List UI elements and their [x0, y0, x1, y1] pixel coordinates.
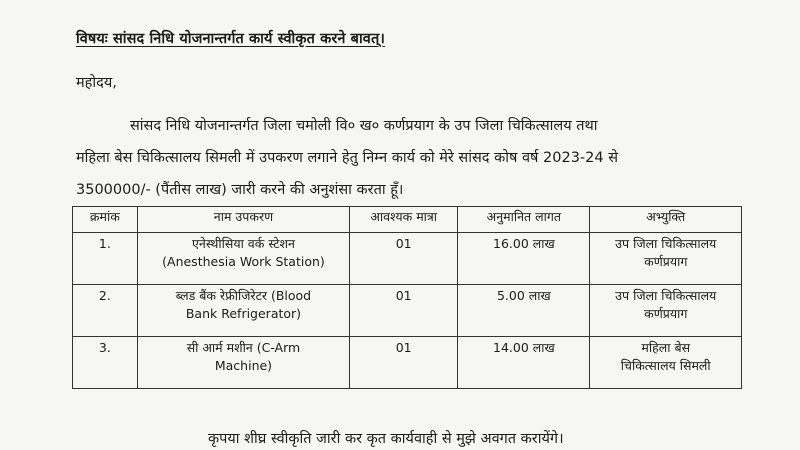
- header-quantity: आवश्यक मात्रा: [350, 207, 458, 233]
- equipment-name-line: एनेस्थीसिया वर्क स्टेशन: [191, 236, 295, 251]
- row-quantity: 01: [350, 233, 458, 285]
- letter-subject: विषयः सांसद निधि योजनान्तर्गत कार्य स्वीकृत करने बावत्।: [76, 31, 385, 47]
- row-cost: 14.00 लाख: [458, 337, 590, 389]
- remark-line: उप जिला चिकित्सालय: [615, 288, 717, 303]
- header-remarks: अभ्युक्ति: [590, 207, 742, 233]
- equipment-name-line: (Anesthesia Work Station): [162, 254, 325, 269]
- letter-closing: कृपया शीघ्र स्वीकृति जारी कर कृत कार्यवाही से मुझे अवगत करायेंगे।: [208, 431, 564, 447]
- letter-body-paragraph: [76, 110, 752, 206]
- remark-line: कर्णप्रयाग: [644, 306, 688, 321]
- remark-line: चिकित्सालय सिमली: [620, 358, 711, 373]
- table-header-row: [73, 207, 742, 233]
- row-quantity: 01: [350, 337, 458, 389]
- equipment-table: [72, 206, 742, 389]
- row-remark: [590, 233, 742, 285]
- row-serial: 1.: [73, 233, 138, 285]
- table-row: [73, 285, 742, 337]
- letter-salutation: महोदय,: [76, 75, 117, 91]
- equipment-name-line: Machine): [214, 358, 273, 373]
- remark-line: कर्णप्रयाग: [644, 254, 688, 269]
- header-estimated-cost: अनुमानित लागत: [458, 207, 590, 233]
- paragraph-line: महिला बेस चिकित्सालय सिमली में उपकरण लगाने हेतु निम्न कार्य को मेरे सांसद कोष वर्ष 2023-24 से: [76, 150, 619, 166]
- equipment-name-line: Bank Refrigerator): [185, 306, 302, 321]
- row-equipment-name: [137, 337, 349, 389]
- table-row: [73, 337, 742, 389]
- row-remark: [590, 285, 742, 337]
- row-serial: 2.: [73, 285, 138, 337]
- remark-line: उप जिला चिकित्सालय: [615, 236, 717, 251]
- remark-line: महिला बेस: [641, 340, 691, 355]
- header-serial: क्रमांक: [73, 207, 138, 233]
- row-quantity: 01: [350, 285, 458, 337]
- equipment-name-line: ब्लड बैंक रेफ्रीजिरेटर (Blood: [175, 288, 312, 303]
- row-cost: 16.00 लाख: [458, 233, 590, 285]
- table-row: [73, 233, 742, 285]
- paragraph-line: सांसद निधि योजनान्तर्गत जिला चमोली वि० ख० कर्णप्रयाग के उप जिला चिकित्सालय तथा: [130, 118, 598, 134]
- row-cost: 5.00 लाख: [458, 285, 590, 337]
- row-serial: 3.: [73, 337, 138, 389]
- row-equipment-name: [137, 285, 349, 337]
- row-equipment-name: [137, 233, 349, 285]
- paragraph-line: 3500000/- (पैंतीस लाख) जारी करने की अनुशंसा करता हूँ।: [76, 182, 404, 198]
- equipment-name-line: सी आर्म मशीन (C-Arm: [186, 340, 301, 355]
- row-remark: [590, 337, 742, 389]
- header-equipment-name: नाम उपकरण: [137, 207, 349, 233]
